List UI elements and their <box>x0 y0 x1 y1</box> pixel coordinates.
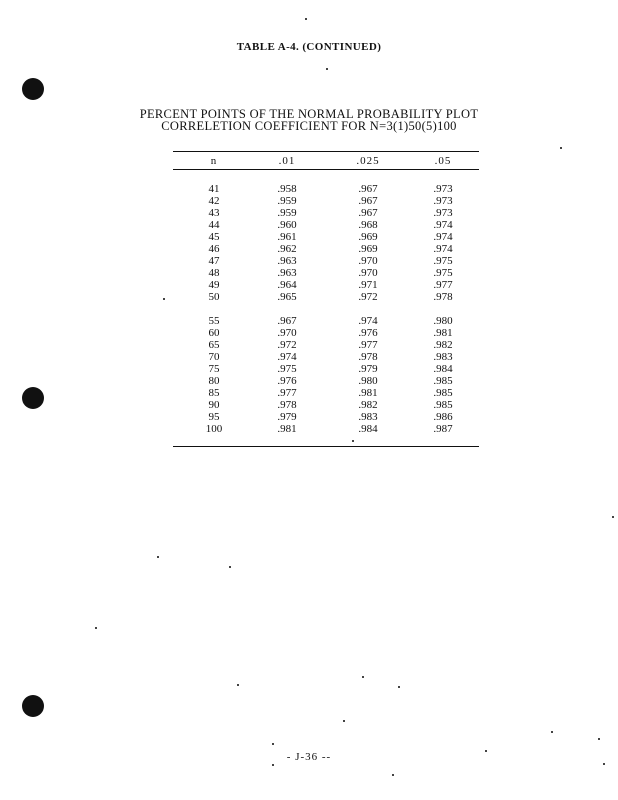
table-row <box>0 375 618 387</box>
table-row <box>0 423 618 435</box>
cell-p05: .985 <box>433 387 453 399</box>
cell-p01: .959 <box>277 195 297 207</box>
cell-p05: .975 <box>433 255 453 267</box>
cell-p01: .979 <box>277 411 297 423</box>
cell-n: 43 <box>208 207 220 219</box>
cell-p05: .987 <box>433 423 453 435</box>
cell-p025: .978 <box>358 351 378 363</box>
table-title-line-2: CORRELETION COEFFICIENT FOR N=3(1)50(5)100 <box>161 119 457 133</box>
cell-n: 41 <box>208 183 220 195</box>
cell-p05: .973 <box>433 183 453 195</box>
cell-n: 60 <box>208 327 220 339</box>
table-row <box>0 327 618 339</box>
scan-speck <box>362 676 364 678</box>
cell-n: 46 <box>208 243 220 255</box>
table-row <box>0 279 618 291</box>
table-row <box>0 255 618 267</box>
punch-hole <box>22 695 44 717</box>
cell-n: 95 <box>208 411 220 423</box>
table-row <box>0 315 618 327</box>
cell-p025: .980 <box>358 375 378 387</box>
cell-p01: .960 <box>277 219 297 231</box>
table-row <box>0 243 618 255</box>
cell-n: 55 <box>208 315 220 327</box>
cell-p05: .978 <box>433 291 453 303</box>
scan-speck <box>229 566 231 568</box>
cell-p05: .985 <box>433 399 453 411</box>
cell-p01: .962 <box>277 243 297 255</box>
cell-p01: .958 <box>277 183 297 195</box>
cell-n: 85 <box>208 387 220 399</box>
cell-p025: .969 <box>358 243 378 255</box>
table-row <box>0 219 618 231</box>
cell-p025: .977 <box>358 339 378 351</box>
cell-p025: .976 <box>358 327 378 339</box>
cell-p05: .980 <box>433 315 453 327</box>
cell-p05: .973 <box>433 207 453 219</box>
cell-n: 44 <box>208 219 220 231</box>
cell-n: 100 <box>205 423 223 435</box>
scan-speck <box>326 68 328 70</box>
column-header-025: .025 <box>356 155 380 167</box>
cell-n: 45 <box>208 231 220 243</box>
scan-speck <box>95 627 97 629</box>
row-group <box>0 183 618 303</box>
cell-p025: .974 <box>358 315 378 327</box>
table-row <box>0 351 618 363</box>
cell-p025: .967 <box>358 207 378 219</box>
scan-speck <box>485 750 487 752</box>
cell-p01: .965 <box>277 291 297 303</box>
cell-n: 90 <box>208 399 220 411</box>
table-row <box>0 363 618 375</box>
cell-p025: .967 <box>358 183 378 195</box>
table-header-rule <box>173 169 479 170</box>
cell-p05: .986 <box>433 411 453 423</box>
cell-p025: .981 <box>358 387 378 399</box>
cell-p01: .963 <box>277 255 297 267</box>
table-row <box>0 387 618 399</box>
cell-n: 80 <box>208 375 220 387</box>
cell-p025: .968 <box>358 219 378 231</box>
cell-n: 47 <box>208 255 220 267</box>
table-row <box>0 207 618 219</box>
scan-speck <box>343 720 345 722</box>
cell-p025: .982 <box>358 399 378 411</box>
scan-speck <box>551 731 553 733</box>
scan-speck <box>305 18 307 20</box>
cell-p01: .981 <box>277 423 297 435</box>
cell-p01: .963 <box>277 267 297 279</box>
scan-speck <box>272 743 274 745</box>
scan-speck <box>612 516 614 518</box>
table-row <box>0 399 618 411</box>
cell-p05: .974 <box>433 219 453 231</box>
page-number: - J-36 -- <box>286 751 332 763</box>
table-top-rule <box>173 151 479 152</box>
cell-p05: .974 <box>433 231 453 243</box>
table-title-line-1: PERCENT POINTS OF THE NORMAL PROBABILITY PLOT <box>139 107 479 121</box>
cell-n: 75 <box>208 363 220 375</box>
cell-p01: .959 <box>277 207 297 219</box>
table-row <box>0 291 618 303</box>
scan-speck <box>163 298 165 300</box>
cell-n: 50 <box>208 291 220 303</box>
cell-p01: .975 <box>277 363 297 375</box>
page-heading: TABLE A-4. (CONTINUED) <box>236 41 382 53</box>
scan-speck <box>560 147 562 149</box>
table-row <box>0 231 618 243</box>
cell-p05: .983 <box>433 351 453 363</box>
table-row <box>0 339 618 351</box>
scan-speck <box>272 764 274 766</box>
punch-hole <box>22 78 44 100</box>
cell-n: 48 <box>208 267 220 279</box>
cell-p025: .971 <box>358 279 378 291</box>
column-header-01: .01 <box>278 155 296 167</box>
column-header-n: n <box>210 155 218 167</box>
cell-p025: .969 <box>358 231 378 243</box>
cell-p05: .975 <box>433 267 453 279</box>
cell-p05: .977 <box>433 279 453 291</box>
cell-p01: .967 <box>277 315 297 327</box>
row-group <box>0 315 618 435</box>
column-header-05: .05 <box>434 155 452 167</box>
cell-p025: .970 <box>358 267 378 279</box>
cell-p01: .978 <box>277 399 297 411</box>
cell-p01: .976 <box>277 375 297 387</box>
scan-speck <box>603 763 605 765</box>
cell-n: 42 <box>208 195 220 207</box>
cell-p025: .979 <box>358 363 378 375</box>
scan-speck <box>157 556 159 558</box>
scan-speck <box>237 684 239 686</box>
table-row <box>0 267 618 279</box>
cell-n: 65 <box>208 339 220 351</box>
cell-p025: .970 <box>358 255 378 267</box>
scan-speck <box>352 440 354 442</box>
cell-p01: .964 <box>277 279 297 291</box>
cell-p01: .970 <box>277 327 297 339</box>
table-row <box>0 411 618 423</box>
scan-speck <box>392 774 394 776</box>
table-body <box>0 183 618 435</box>
cell-p025: .972 <box>358 291 378 303</box>
cell-p05: .973 <box>433 195 453 207</box>
scan-speck <box>598 738 600 740</box>
cell-p05: .974 <box>433 243 453 255</box>
cell-p05: .984 <box>433 363 453 375</box>
cell-p025: .967 <box>358 195 378 207</box>
cell-p01: .974 <box>277 351 297 363</box>
cell-n: 49 <box>208 279 220 291</box>
cell-p05: .982 <box>433 339 453 351</box>
cell-p01: .972 <box>277 339 297 351</box>
table-row <box>0 183 618 195</box>
cell-p025: .984 <box>358 423 378 435</box>
cell-p05: .985 <box>433 375 453 387</box>
cell-p01: .961 <box>277 231 297 243</box>
table-bottom-rule <box>173 446 479 447</box>
cell-p05: .981 <box>433 327 453 339</box>
table-row <box>0 195 618 207</box>
cell-n: 70 <box>208 351 220 363</box>
cell-p01: .977 <box>277 387 297 399</box>
scan-speck <box>398 686 400 688</box>
cell-p025: .983 <box>358 411 378 423</box>
